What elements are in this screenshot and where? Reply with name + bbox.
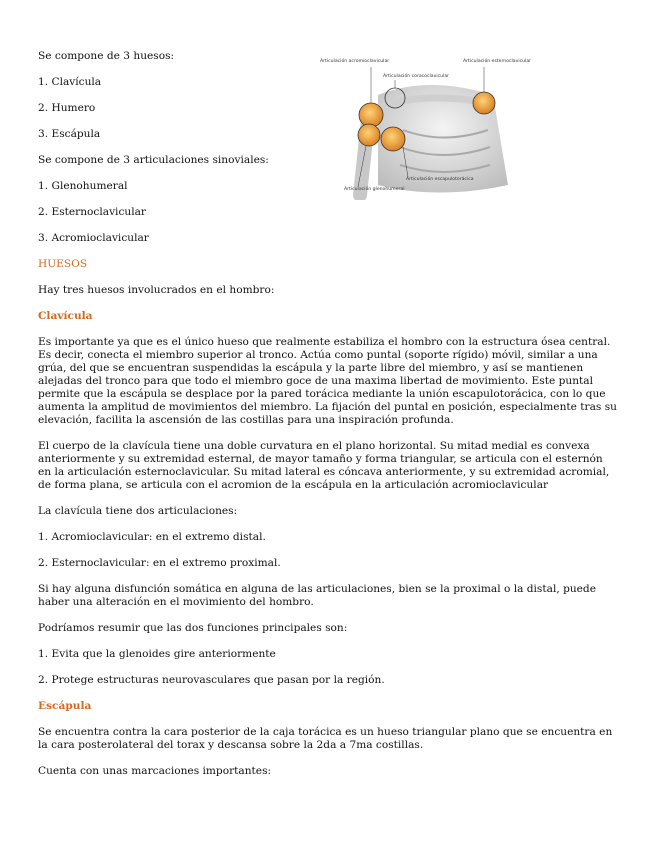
clavicula-paragraph-2: El cuerpo de la clavícula tiene una doble curvatura en el plano horizontal. Su mitad medial es convexa anteriormente y su extremidad esternal, de mayor tamaño y forma triangular, se articula con el esternón en la articulación esternoclavicular. Su mitad lateral es cóncava anteriormente, y su extremidad acromial, de forma plana, se articula con el acromion de la escápula en la articulación acromioclavicular [38,440,610,491]
joints-heading: Se compone de 3 articulaciones sinoviales: [38,154,269,166]
clavicula-paragraph-5: Podríamos resumir que las dos funciones principales son: [38,622,348,634]
label-esternoclavicular: Articulación esternoclavicular [463,59,532,64]
bones-heading: Se compone de 3 huesos: [38,50,175,62]
list-item: 2. Esternoclavicular [38,206,146,218]
list-item: 3. Acromioclavicular [38,232,149,244]
joint-escapulotoracica-icon [381,127,405,151]
label-coracoclavicular: Articulación coracoclavicular [383,74,450,79]
label-acromioclavicular: Articulación acromioclavicular [320,59,390,64]
section-title-huesos: HUESOS [38,258,88,270]
label-glenohumeral: Articulación glenohumeral [344,187,405,192]
list-item: 2. Protege estructuras neurovasculares que pasan por la región. [38,674,385,686]
list-item: 1. Glenohumeral [38,180,128,192]
list-item: 1. Evita que la glenoides gire anteriormente [38,648,276,660]
huesos-intro: Hay tres huesos involucrados en el hombro: [38,284,275,296]
list-item: 1. Clavícula [38,76,102,88]
escapula-paragraph-2: Cuenta con unas marcaciones importantes: [38,765,272,777]
clavicula-title: Clavícula [38,310,93,322]
joint-esternoclavicular-icon [473,92,495,114]
clavicula-paragraph-4: Si hay alguna disfunción somática en alguna de las articulaciones, bien se la proximal o la distal, puede haber una alteración en el movimiento del hombro. [38,583,596,608]
list-item: 3. Escápula [38,128,101,140]
escapula-title: Escápula [38,700,92,712]
clavicula-paragraph-1: Es importante ya que es el único hueso que realmente estabiliza el hombro con la estructura ósea central. Es decir, conecta el miembro superior al tronco. Actúa como puntal (soporte rígido) móvil, similar a una grúa, del que se encuentran suspendidas la escápula y la parte libre del miembro, y así se mantienen alejadas del tronco para que todo el miembro goce de una maxima libertad de movimiento. Este puntal permite que la escápula se desplace por la pared torácica mediante la unión escapulotorácica, con lo que aumenta la amplitud de movimientos del miembro. La fijación del puntal en posición, especialmente tras su elevación, facilita la ascensión de las costillas para una inspiración profunda. [38,336,617,426]
shoulder-anatomy-figure [318,55,548,200]
escapula-paragraph-1: Se encuentra contra la cara posterior de la caja torácica es un hueso triangular plano que se encuentra en la cara posterolateral del torax y descansa sobre la 2da a 7ma costillas. [38,726,613,751]
clavicula-paragraph-3: La clavícula tiene dos articulaciones: [38,505,238,517]
label-escapulotoracica: Articulación escapulotorácica [406,177,474,182]
list-item: 2. Humero [38,102,96,114]
joint-acromioclavicular-icon [359,103,383,127]
list-item: 1. Acromioclavicular: en el extremo distal. [38,531,266,543]
list-item: 2. Esternoclavicular: en el extremo proximal. [38,557,281,569]
joint-glenohumeral-icon [358,124,380,146]
